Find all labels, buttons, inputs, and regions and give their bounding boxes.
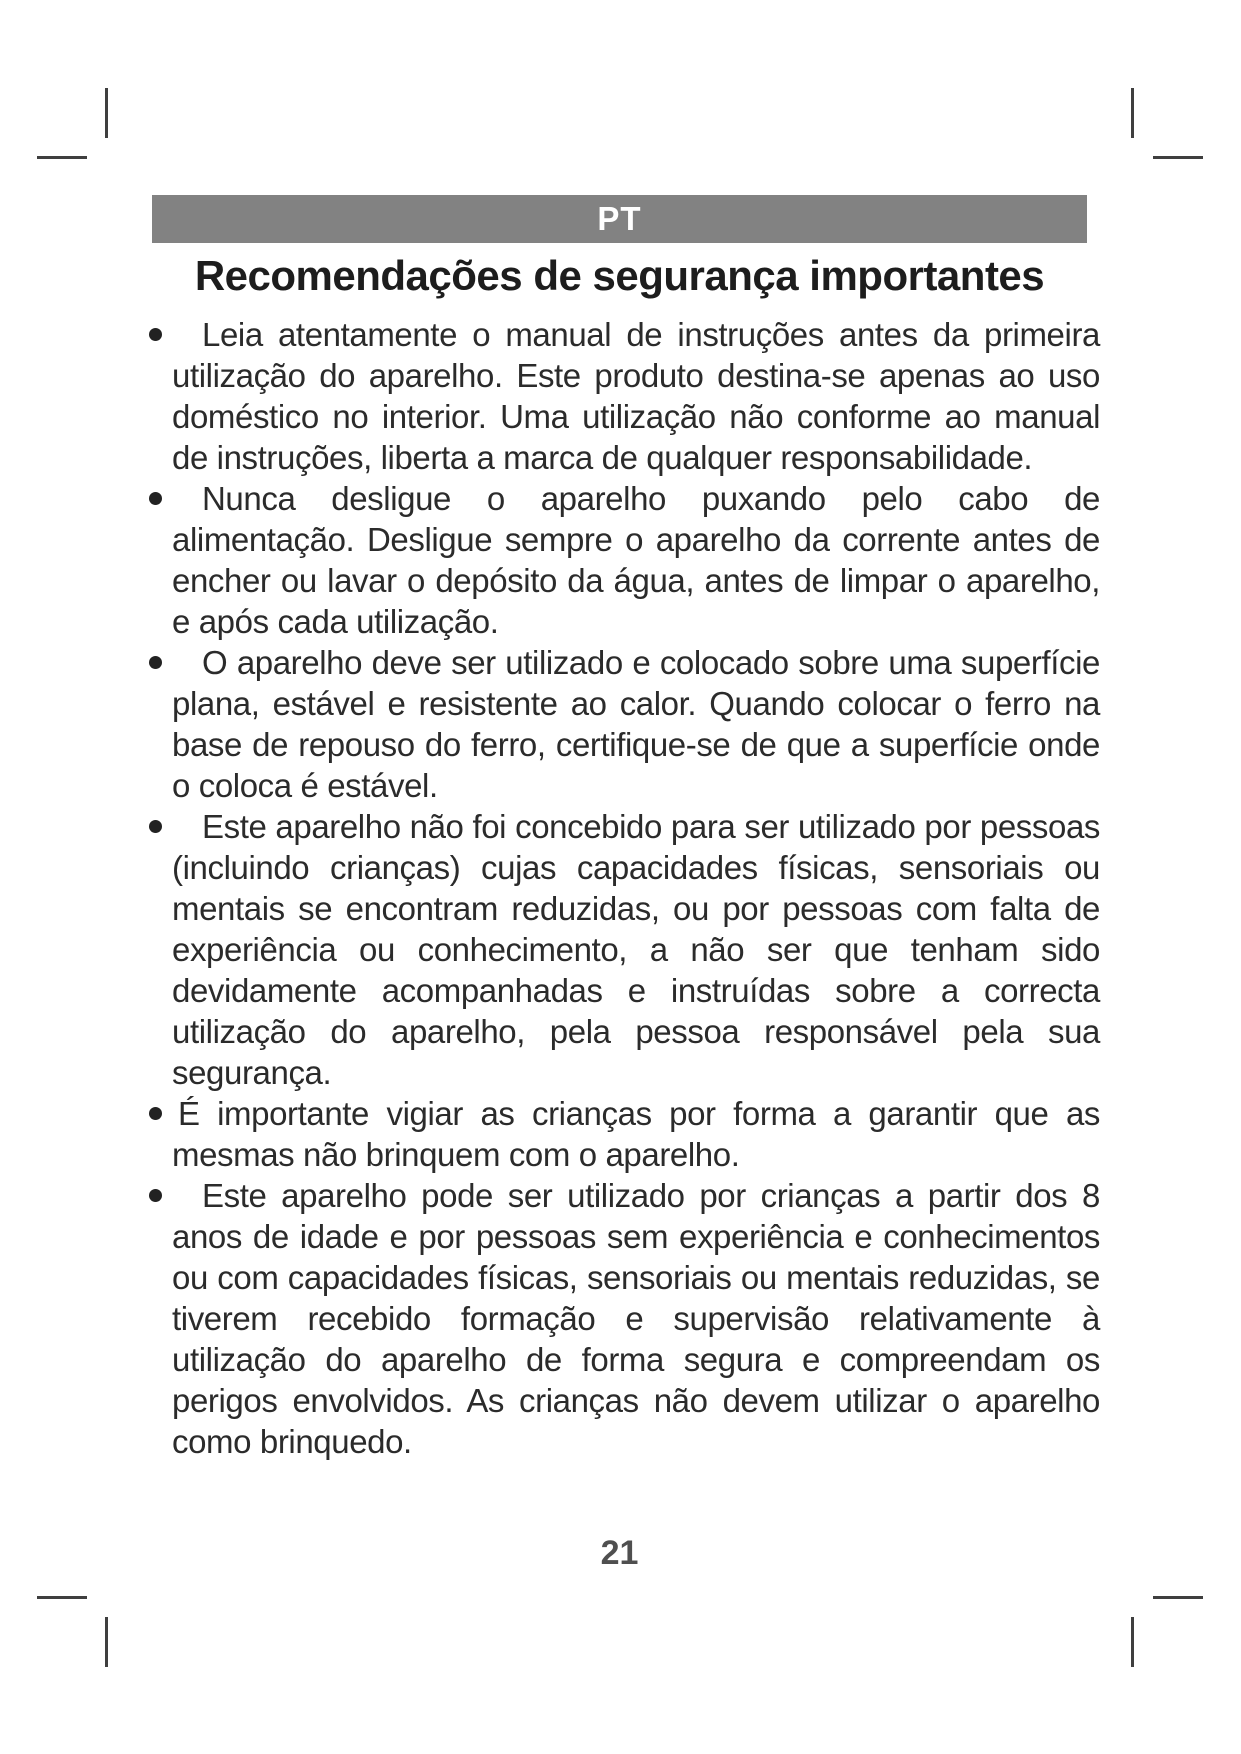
crop-mark-bottom-right-horizontal (1153, 1596, 1203, 1599)
list-item-text: É importante vigiar as crianças por forma a garantir que as mesmas não brinquem com o aparelho. (172, 1095, 1100, 1173)
crop-mark-top-left-vertical (105, 88, 108, 138)
list-item (140, 1093, 1100, 1175)
bullet-icon (149, 492, 162, 505)
list-item-text: O aparelho deve ser utilizado e colocado sobre uma superfície plana, estável e resistente ao calor. Quando colocar o ferro na base de repouso do ferro, certifique-se de que a superfície onde o coloca é estável. (172, 644, 1100, 804)
crop-mark-bottom-left-vertical (105, 1617, 108, 1667)
list-item-text: Este aparelho não foi concebido para ser utilizado por pessoas (incluindo crianças) cujas capacidades físicas, sensoriais ou mentais se encontram reduzidas, ou por pessoas com falta de experiência ou conhecimento, a não ser que tenham sido devidamente acompanhadas e instruídas sobre a correcta utilização do aparelho, pela pessoa responsável pela sua segurança. (172, 808, 1100, 1091)
list-item (140, 1175, 1100, 1462)
bullet-icon (149, 328, 162, 341)
language-banner (152, 195, 1087, 243)
bullet-icon (149, 1107, 162, 1120)
list-item (140, 478, 1100, 642)
page-number: 21 (600, 1534, 639, 1572)
crop-mark-bottom-left-horizontal (37, 1596, 87, 1599)
list-item-text: Este aparelho pode ser utilizado por crianças a partir dos 8 anos de idade e por pessoas sem experiência e conhecimentos ou com capacidades físicas, sensoriais ou mentais reduzidas, se tiverem recebido formação e supervisão relativamente à utilização do aparelho de forma segura e compreendam os perigos envolvidos. As crianças não devem utilizar o aparelho como brinquedo. (172, 1177, 1100, 1460)
page-title: Recomendações de segurança importantes (194, 252, 1045, 299)
list-item (140, 806, 1100, 1093)
language-label: PT (597, 200, 642, 237)
bullet-icon (149, 820, 162, 833)
crop-mark-top-right-horizontal (1153, 156, 1203, 159)
crop-mark-top-left-horizontal (37, 156, 87, 159)
bullet-icon (149, 1189, 162, 1202)
list-item-text: Leia atentamente o manual de instruções antes da primeira utilização do aparelho. Este produto destina-se apenas ao uso doméstico no interior. Uma utilização não conforme ao manual de instruções, liberta a marca de qualquer responsabilidade. (172, 316, 1100, 476)
list-item-text: Nunca desligue o aparelho puxando pelo cabo de alimentação. Desligue sempre o aparelho da corrente antes de encher ou lavar o depósito da água, antes de limpar o aparelho, e após cada utilização. (172, 480, 1100, 640)
safety-recommendations-list (140, 314, 1100, 1462)
crop-mark-bottom-right-vertical (1131, 1617, 1134, 1667)
bullet-icon (149, 656, 162, 669)
list-item (140, 642, 1100, 806)
list-item (140, 314, 1100, 478)
crop-mark-top-right-vertical (1131, 88, 1134, 138)
